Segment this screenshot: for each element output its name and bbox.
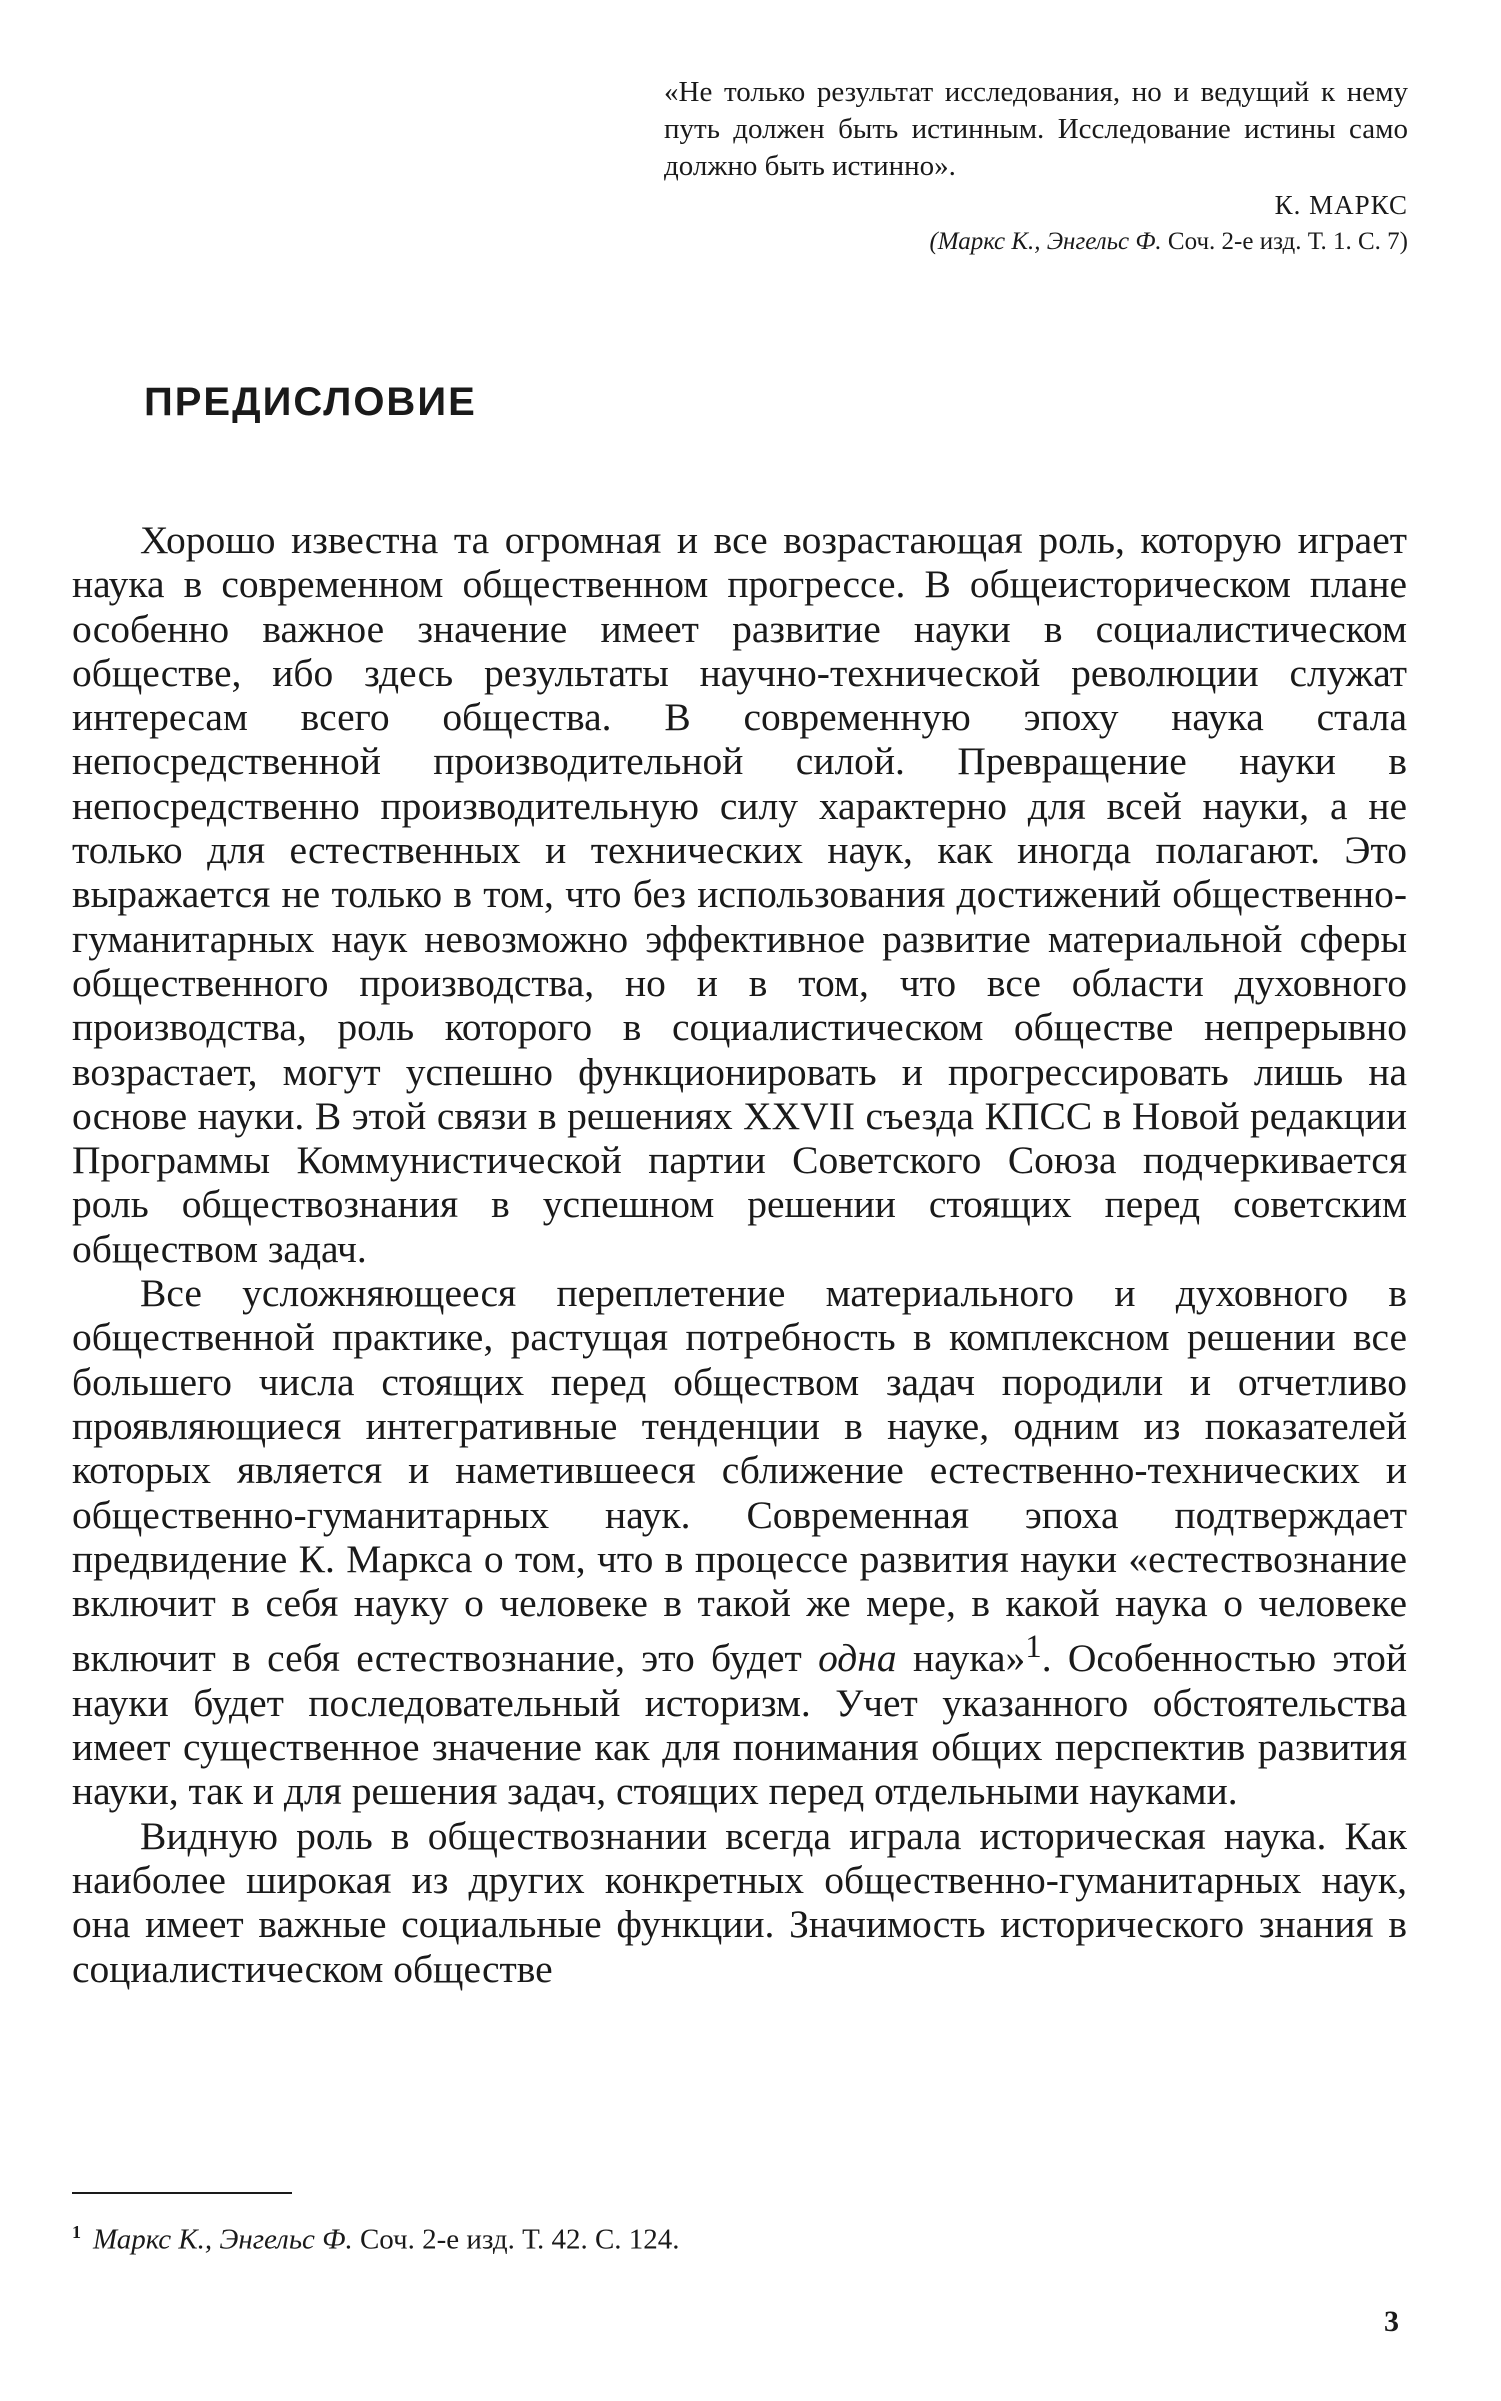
paragraph-2-text: Все усложняющееся переплетение материального и духовного в общественной практике, растущая потребность в комплексном решении все большего числа стоящих перед обществом задач породили и отчетливо проявляющиеся интегративные тенденции в науке, одним из показателей которых является и наметившееся сближение естественно-технических и общественно-гуманитарных наук. Современная эпоха подтверждает предвидение К. Маркса о том, что в процессе развития науки «естествознание включит в себя науку о человеке в такой же мере, в какой наука о человеке включит в себя естествознание, это будет — [72, 1271, 1407, 1681]
footnote-details: Соч. 2-е изд. Т. 42. С. 124. — [359, 2223, 680, 2256]
paragraph-3: Видную роль в обществознании всегда играла историческая наука. Как наиболее широкая из других конкретных общественно-гуманитарных наук, она имеет важные социальные функции. Значимость исторического знания в социалистическом обществе — [72, 1813, 1407, 1991]
footnote-marker: 1 — [72, 2222, 81, 2242]
epigraph-source-authors: (Маркс К., Энгельс Ф. — [929, 228, 1162, 255]
footnote-divider — [72, 2192, 292, 2194]
paragraph-1: Хорошо известна та огромная и все возрастающая роль, которую играет наука в современном общественном прогрессе. В общеисторическом плане особенно важное значение имеет развитие науки в социалистическом обществе, ибо здесь результаты научно-технической революции служат интересам всего общества. В современную эпоху наука стала непосредственной производительной силой. Превращение науки в непосредственно производительную силу характерно для всей науки, а не только для естественных и технических наук, как иногда полагают. Это выражается не только в том, что без использования достижений общественно-гуманитарных наук невозможно эффективное развитие материальной сферы общественного производства, но и в том, что все области духовного производства, роль которого в социалистическом обществе непрерывно возрастает, могут успешно функционировать и прогрессировать лишь на основе науки. В этой связи в решениях XXVII съезда КПСС в Новой редакции Программы Коммунистической партии Советского Союза подчеркивается роль обществознания в успешном решении стоящих перед советским обществом задач. — [72, 518, 1407, 1271]
paragraph-2-tail: . Особенностью этой науки будет последовательный историзм. Учет указанного обстоятельства имеет существенное значение как для понимания общих перспектив развития науки, так и для решения задач, стоящих перед отдельными науками. — [72, 1636, 1408, 1814]
page-number: 3 — [1384, 2305, 1399, 2338]
page-heading: ПРЕДИСЛОВИЕ — [144, 380, 477, 424]
epigraph-quote: «Не только результат исследования, но и ведущий к нему путь должен быть истинным. Исследование истины само должно быть истинно». — [664, 76, 1408, 182]
footnote — [72, 2214, 680, 2258]
epigraph-source-details: Соч. 2-е изд. Т. 1. С. 7) — [1167, 228, 1408, 255]
epigraph-source — [664, 224, 1408, 260]
body-text — [72, 518, 1407, 1991]
footnote-reference: 1 — [1025, 1629, 1042, 1666]
paragraph-2-after-emphasis: наука» — [912, 1636, 1026, 1681]
footnote-authors: Маркс К., Энгельс Ф. — [93, 2223, 353, 2256]
paragraph-2-emphasis: одна — [818, 1636, 897, 1681]
epigraph-author: К. МАРКС — [1274, 190, 1408, 220]
paragraph-2 — [72, 1271, 1407, 1814]
epigraph — [664, 74, 1408, 260]
